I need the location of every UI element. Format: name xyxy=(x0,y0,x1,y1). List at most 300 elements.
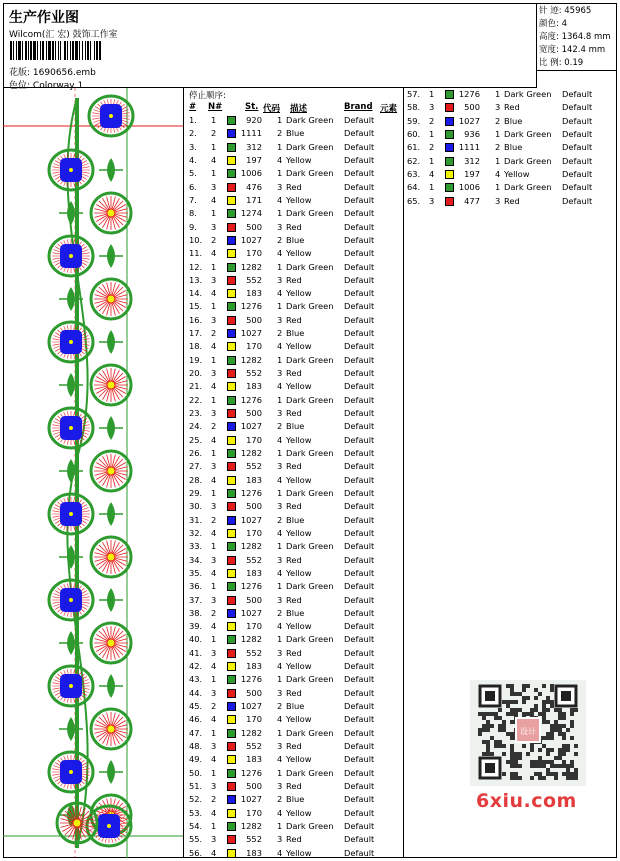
row-brand: Default xyxy=(562,115,593,126)
row-code: 1 xyxy=(277,301,283,312)
row-stitches: 170 xyxy=(246,621,262,632)
table-row xyxy=(189,474,403,487)
row-brand: Default xyxy=(344,288,375,299)
qr-module xyxy=(510,776,514,780)
table-row xyxy=(189,367,403,380)
qr-module xyxy=(510,752,514,756)
row-stitches: 477 xyxy=(464,195,480,206)
page-title: 生产作业图 xyxy=(9,10,79,26)
qr-module xyxy=(498,708,502,712)
qr-module xyxy=(566,764,570,768)
row-index: 35. xyxy=(189,567,203,578)
table-row xyxy=(189,687,403,700)
qr-module xyxy=(558,752,562,756)
qr-module xyxy=(526,684,530,688)
qr-finder xyxy=(485,691,495,701)
qr-module xyxy=(558,748,562,752)
row-index: 31. xyxy=(189,514,203,525)
table-row xyxy=(189,820,403,833)
row-index: 13. xyxy=(189,274,203,285)
row-needle: 4 xyxy=(211,754,217,765)
qr-module xyxy=(562,772,566,776)
qr-module xyxy=(530,748,534,752)
row-description: Dark Green xyxy=(286,767,334,778)
qr-module xyxy=(570,724,574,728)
watermark-logo: 6xiu.com xyxy=(476,790,577,812)
qr-module xyxy=(510,736,514,740)
qr-module xyxy=(562,764,566,768)
qr-module xyxy=(566,744,570,748)
row-needle: 1 xyxy=(211,354,217,365)
flower-dot xyxy=(109,114,113,118)
qr-module xyxy=(526,696,530,700)
row-stitches: 500 xyxy=(246,594,262,605)
qr-module xyxy=(570,720,574,724)
qr-module xyxy=(546,696,550,700)
table-row xyxy=(189,700,403,713)
qr-module xyxy=(490,724,494,728)
row-index: 33. xyxy=(189,541,203,552)
row-brand: Default xyxy=(344,754,375,765)
qr-module xyxy=(550,700,554,704)
table-row xyxy=(189,274,403,287)
row-needle: 1 xyxy=(211,767,217,778)
row-stitches: 1276 xyxy=(240,674,262,685)
row-description: Red xyxy=(504,102,520,113)
row-index: 1. xyxy=(189,115,197,125)
row-needle: 2 xyxy=(211,514,217,525)
qr-module xyxy=(574,776,578,780)
qr-module xyxy=(522,700,526,704)
row-stitches: 1027 xyxy=(240,794,262,805)
row-brand: Default xyxy=(344,141,375,152)
row-index: 46. xyxy=(189,714,203,725)
table-row xyxy=(189,727,403,740)
row-description: Dark Green xyxy=(286,208,334,219)
row-needle: 1 xyxy=(211,168,217,179)
qr-module xyxy=(498,740,502,744)
qr-module xyxy=(538,748,542,752)
row-needle: 2 xyxy=(211,701,217,712)
qr-module xyxy=(518,692,522,696)
row-description: Red xyxy=(286,741,302,752)
table-row xyxy=(189,407,403,420)
row-needle: 4 xyxy=(211,381,217,392)
qr-module xyxy=(546,720,550,724)
row-stitches: 552 xyxy=(246,274,262,285)
qr-module xyxy=(506,704,510,708)
qr-module xyxy=(518,708,522,712)
row-description: Yellow xyxy=(286,714,312,725)
row-stitches: 500 xyxy=(246,408,262,419)
row-index: 57. xyxy=(407,89,421,99)
row-code: 4 xyxy=(277,714,283,725)
row-brand: Default xyxy=(344,594,375,605)
qr-module xyxy=(514,712,518,716)
row-description: Red xyxy=(286,314,302,325)
row-needle: 1 xyxy=(211,581,217,592)
qr-module xyxy=(514,708,518,712)
qr-module xyxy=(502,700,506,704)
table-row xyxy=(189,261,403,274)
qr-module xyxy=(562,732,566,736)
row-brand: Default xyxy=(562,182,593,193)
row-needle: 4 xyxy=(211,154,217,165)
row-code: 1 xyxy=(277,394,283,405)
qr-module xyxy=(566,772,570,776)
qr-module xyxy=(510,744,514,748)
row-needle: 1 xyxy=(211,674,217,685)
qr-module xyxy=(538,692,542,696)
qr-module xyxy=(554,724,558,728)
row-stitches: 552 xyxy=(246,647,262,658)
row-index: 17. xyxy=(189,328,203,339)
qr-code-image xyxy=(470,680,586,786)
qr-module xyxy=(486,752,490,756)
table-row xyxy=(407,141,620,154)
row-needle: 3 xyxy=(211,408,217,419)
row-brand: Default xyxy=(344,487,375,498)
qr-module xyxy=(574,708,578,712)
stat-3: 宽度: 142.4 mm xyxy=(539,45,606,55)
row-needle: 4 xyxy=(211,527,217,538)
row-index: 56. xyxy=(189,847,203,858)
table-row xyxy=(189,380,403,393)
qr-finder xyxy=(485,763,495,773)
qr-badge-label: 设计 xyxy=(520,727,536,736)
row-index: 58. xyxy=(407,102,421,113)
qr-module xyxy=(570,764,574,768)
row-needle: 3 xyxy=(211,687,217,698)
table-row xyxy=(189,447,403,460)
table-row xyxy=(189,420,403,433)
col-stitches: St. xyxy=(245,102,259,112)
qr-module xyxy=(546,732,550,736)
qr-module xyxy=(550,760,554,764)
row-description: Blue xyxy=(286,701,305,712)
qr-module xyxy=(494,744,498,748)
qr-module xyxy=(510,700,514,704)
row-brand: Default xyxy=(344,847,375,858)
qr-module xyxy=(502,720,506,724)
qr-module xyxy=(514,760,518,764)
row-index: 36. xyxy=(189,581,203,592)
qr-module xyxy=(522,696,526,700)
row-needle: 1 xyxy=(429,89,435,99)
qr-module xyxy=(510,708,514,712)
row-description: Dark Green xyxy=(286,301,334,312)
row-index: 50. xyxy=(189,767,203,778)
qr-module xyxy=(574,752,578,756)
row-stitches: 1027 xyxy=(240,514,262,525)
qr-module xyxy=(546,752,550,756)
qr-module xyxy=(478,728,482,732)
flower-dot xyxy=(69,598,73,602)
row-code: 1 xyxy=(495,155,501,166)
qr-module xyxy=(570,772,574,776)
qr-module xyxy=(498,724,502,728)
table-row xyxy=(407,181,620,194)
table-row xyxy=(407,88,620,101)
qr-module xyxy=(530,764,534,768)
table-row xyxy=(189,780,403,793)
row-needle: 1 xyxy=(429,182,435,193)
row-code: 4 xyxy=(277,661,283,672)
stat-1: 颜色: 4 xyxy=(539,19,567,29)
row-index: 52. xyxy=(189,794,203,805)
qr-module xyxy=(534,772,538,776)
qr-module xyxy=(542,712,546,716)
qr-module xyxy=(502,752,506,756)
table-row xyxy=(189,194,403,207)
row-index: 6. xyxy=(189,181,197,192)
row-code: 3 xyxy=(277,594,283,605)
qr-module xyxy=(510,760,514,764)
qr-module xyxy=(486,720,490,724)
table-row xyxy=(407,155,620,168)
row-brand: Default xyxy=(344,168,375,179)
row-brand: Default xyxy=(344,741,375,752)
row-stitches: 183 xyxy=(246,847,262,858)
row-index: 53. xyxy=(189,807,203,818)
row-code: 1 xyxy=(495,182,501,193)
row-needle: 3 xyxy=(211,647,217,658)
qr-module xyxy=(558,724,562,728)
color-sequence-list xyxy=(186,88,404,858)
row-needle: 2 xyxy=(211,794,217,805)
qr-module xyxy=(482,724,486,728)
row-brand: Default xyxy=(344,234,375,245)
qr-module xyxy=(498,728,502,732)
row-brand: Default xyxy=(344,781,375,791)
row-needle: 2 xyxy=(429,142,435,153)
row-description: Blue xyxy=(286,234,305,245)
row-code: 4 xyxy=(277,474,283,485)
row-needle: 3 xyxy=(211,181,217,192)
row-index: 4. xyxy=(189,154,197,165)
row-brand: Default xyxy=(344,474,375,485)
colorway: 色位: Colorway 1 xyxy=(9,81,84,91)
row-code: 1 xyxy=(277,727,283,738)
row-code: 4 xyxy=(277,567,283,578)
qr-module xyxy=(562,760,566,764)
row-brand: Default xyxy=(344,541,375,552)
row-description: Red xyxy=(286,501,302,512)
row-needle: 3 xyxy=(211,741,217,752)
col-element: 元素 xyxy=(380,104,398,114)
flower-dot xyxy=(69,426,73,430)
row-code: 3 xyxy=(277,181,283,192)
qr-module xyxy=(550,736,554,740)
qr-module xyxy=(478,712,482,716)
qr-module xyxy=(542,760,546,764)
row-description: Blue xyxy=(286,514,305,525)
col-brand: Brand xyxy=(344,102,373,112)
row-description: Yellow xyxy=(286,194,312,205)
row-stitches: 552 xyxy=(246,554,262,565)
row-code: 3 xyxy=(277,741,283,752)
row-stitches: 183 xyxy=(246,567,262,578)
flower-dot xyxy=(69,254,73,258)
table-row xyxy=(189,514,403,527)
qr-module xyxy=(534,704,538,708)
row-description: Dark Green xyxy=(286,354,334,365)
row-brand: Default xyxy=(344,274,375,285)
row-code: 2 xyxy=(277,514,283,525)
qr-module xyxy=(542,716,546,720)
row-stitches: 1027 xyxy=(240,607,262,618)
qr-module xyxy=(510,764,514,768)
row-needle: 4 xyxy=(211,567,217,578)
qr-module xyxy=(506,732,510,736)
qr-module xyxy=(558,756,562,760)
qr-module xyxy=(510,732,514,736)
stats-panel xyxy=(537,3,617,71)
row-description: Dark Green xyxy=(286,394,334,405)
qr-module xyxy=(574,772,578,776)
qr-module xyxy=(502,728,506,732)
qr-module xyxy=(522,688,526,692)
row-needle: 1 xyxy=(211,487,217,498)
row-code: 1 xyxy=(277,168,283,179)
qr-module xyxy=(550,732,554,736)
table-row xyxy=(189,567,403,580)
row-description: Yellow xyxy=(286,154,312,165)
row-needle: 1 xyxy=(429,128,435,139)
qr-module xyxy=(514,700,518,704)
row-description: Red xyxy=(286,687,302,698)
qr-module xyxy=(506,712,510,716)
row-index: 43. xyxy=(189,674,203,685)
row-brand: Default xyxy=(344,394,375,405)
qr-module xyxy=(566,748,570,752)
row-brand: Default xyxy=(344,128,375,139)
row-needle: 1 xyxy=(211,634,217,645)
row-description: Yellow xyxy=(504,168,530,179)
row-description: Yellow xyxy=(286,248,312,259)
row-needle: 2 xyxy=(211,234,217,245)
row-needle: 1 xyxy=(211,448,217,458)
row-code: 3 xyxy=(277,274,283,285)
row-code: 3 xyxy=(277,221,283,232)
row-index: 27. xyxy=(189,461,203,472)
row-description: Yellow xyxy=(286,288,312,299)
qr-module xyxy=(558,716,562,720)
row-index: 26. xyxy=(189,448,203,458)
qr-module xyxy=(550,704,554,708)
row-stitches: 170 xyxy=(246,248,262,259)
row-stitches: 1027 xyxy=(240,701,262,712)
row-code: 1 xyxy=(277,487,283,498)
qr-module xyxy=(502,724,506,728)
row-code: 2 xyxy=(277,421,283,432)
row-brand: Default xyxy=(344,554,375,565)
row-index: 20. xyxy=(189,368,203,379)
qr-module xyxy=(530,712,534,716)
table-row xyxy=(189,607,403,620)
qr-module xyxy=(562,748,566,752)
qr-module xyxy=(562,752,566,756)
row-stitches: 476 xyxy=(246,181,262,192)
qr-module xyxy=(518,776,522,780)
table-row xyxy=(189,207,403,220)
row-brand: Default xyxy=(344,448,375,458)
qr-module xyxy=(542,704,546,708)
row-stitches: 500 xyxy=(246,687,262,698)
table-row xyxy=(189,647,403,660)
row-stitches: 183 xyxy=(246,474,262,485)
row-code: 1 xyxy=(277,581,283,592)
row-index: 11. xyxy=(189,248,203,259)
qr-module xyxy=(546,708,550,712)
row-index: 37. xyxy=(189,594,203,605)
qr-module xyxy=(506,700,510,704)
row-description: Red xyxy=(504,195,520,206)
row-index: 51. xyxy=(189,781,203,791)
row-stitches: 500 xyxy=(246,501,262,512)
row-needle: 3 xyxy=(211,274,217,285)
row-description: Dark Green xyxy=(286,674,334,685)
row-stitches: 170 xyxy=(246,714,262,725)
row-stitches: 183 xyxy=(246,381,262,392)
qr-module xyxy=(522,684,526,688)
row-brand: Default xyxy=(344,181,375,192)
row-needle: 1 xyxy=(211,727,217,738)
row-index: 64. xyxy=(407,182,421,193)
flower-dot xyxy=(107,553,115,561)
row-stitches: 1274 xyxy=(240,208,262,219)
row-code: 4 xyxy=(277,621,283,632)
table-row xyxy=(189,554,403,567)
table-row xyxy=(189,660,403,673)
table-row xyxy=(189,740,403,753)
row-stitches: 936 xyxy=(464,128,480,139)
row-code: 3 xyxy=(495,102,501,113)
row-needle: 2 xyxy=(429,115,435,126)
embroidery-preview-image xyxy=(3,88,184,858)
qr-module xyxy=(558,764,562,768)
qr-module xyxy=(502,772,506,776)
row-code: 1 xyxy=(277,674,283,685)
row-index: 47. xyxy=(189,727,203,738)
row-needle: 2 xyxy=(211,328,217,339)
barcode xyxy=(10,41,146,60)
row-needle: 4 xyxy=(211,194,217,205)
row-code: 1 xyxy=(495,89,501,99)
row-code: 4 xyxy=(277,194,283,205)
qr-module xyxy=(542,776,546,780)
row-description: Dark Green xyxy=(286,487,334,498)
row-stitches: 183 xyxy=(246,661,262,672)
qr-module xyxy=(514,776,518,780)
row-needle: 3 xyxy=(211,834,217,845)
row-brand: Default xyxy=(344,621,375,632)
row-stitches: 1276 xyxy=(240,487,262,498)
row-brand: Default xyxy=(344,328,375,339)
row-brand: Default xyxy=(344,634,375,645)
row-code: 2 xyxy=(495,115,501,126)
qr-module xyxy=(526,712,530,716)
row-code: 3 xyxy=(495,195,501,206)
qr-module xyxy=(482,716,486,720)
row-brand: Default xyxy=(344,154,375,165)
row-index: 16. xyxy=(189,314,203,325)
qr-module xyxy=(550,728,554,732)
row-code: 1 xyxy=(277,541,283,552)
qr-module xyxy=(494,716,498,720)
row-brand: Default xyxy=(344,261,375,272)
flower-dot xyxy=(69,684,73,688)
